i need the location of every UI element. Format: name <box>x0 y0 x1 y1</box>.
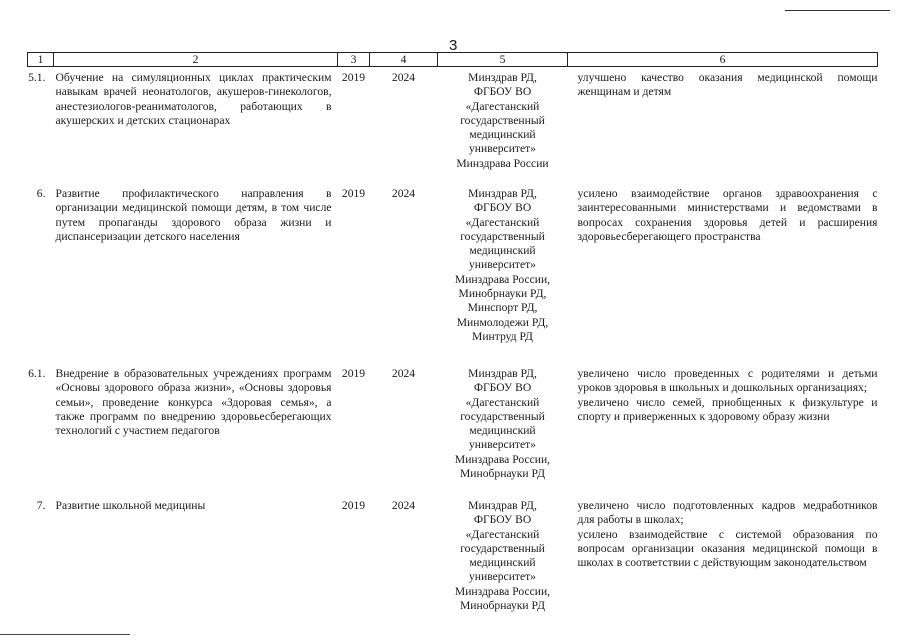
activities-table <box>27 52 878 629</box>
column-header: 6 <box>568 53 878 67</box>
start-year: 2019 <box>341 187 366 200</box>
item-number: 5.1. <box>28 71 46 84</box>
column-header: 2 <box>54 53 338 67</box>
item-number: 7. <box>36 499 46 512</box>
start-year: 2019 <box>341 499 366 512</box>
item-number: 6.1. <box>28 367 46 380</box>
item-number: 6. <box>36 187 46 200</box>
activity-name: Обучение на симуляционных циклах практическим навыкам врачей неонатологов, акушеров-гинекологов, анестезиологов-реаниматологов, работающих в акушерских и детских стационарах <box>55 71 332 127</box>
executors: Минздрав РД, ФГБОУ ВО «Дагестанский государственный медицинский университет» Минздрава России, Минобрнауки РД, Минспорт РД, Минмолодежи РД, Минтруд РД <box>454 187 551 343</box>
table-row <box>28 183 878 363</box>
table-row <box>28 67 878 184</box>
column-header: 5 <box>438 53 568 67</box>
column-header: 3 <box>338 53 370 67</box>
bottom-rule-line <box>0 634 130 635</box>
top-rule-line <box>785 10 890 11</box>
executors: Минздрав РД, ФГБОУ ВО «Дагестанский государственный медицинский университет» Минздрава России, Минобрнауки РД <box>454 499 551 613</box>
table-header-row <box>28 53 878 67</box>
table-row <box>28 363 878 495</box>
column-header: 1 <box>28 53 54 67</box>
start-year: 2019 <box>341 367 366 380</box>
executors: Минздрав РД, ФГБОУ ВО «Дагестанский государственный медицинский университет» Минздрава России, Минобрнауки РД <box>454 367 551 481</box>
start-year: 2019 <box>341 71 366 84</box>
executors: Минздрав РД, ФГБОУ ВО «Дагестанский государственный медицинский университет» Минздрава России <box>456 71 549 170</box>
page-number: 3 <box>449 37 458 54</box>
table-row <box>28 495 878 629</box>
end-year: 2024 <box>391 367 416 380</box>
end-year: 2024 <box>391 499 416 512</box>
expected-result: увеличено число подготовленных кадров медработников для работы в школах; усилено взаимодействие с системой образования по вопросам организации оказания медицинской помощи в школах в соответствии с действующим законодательством <box>577 499 878 570</box>
expected-result: улучшено качество оказания медицинской помощи женщинам и детям <box>577 71 878 99</box>
expected-result: увеличено число проведенных с родителями и детьми уроков здоровья в школьных и дошкольных организациях; увеличено число семей, приобщенных к физкультуре и спорту и приверженных к здоровому образу жизни <box>577 367 878 423</box>
activity-name: Внедрение в образовательных учреждениях программ «Основы здорового образа жизни», «Основы здоровья семьи», проведение конкурса «Здоровая семья», а также программ по внедрению здоровьесберегающих технологий с участием педагогов <box>55 367 332 438</box>
end-year: 2024 <box>391 187 416 200</box>
expected-result: усилено взаимодействие органов здравоохранения с заинтересованными министерствами и ведомствами в вопросах сохранения здоровья детей и расширения здоровьесберегающего пространства <box>577 187 878 243</box>
column-header: 4 <box>370 53 438 67</box>
end-year: 2024 <box>391 71 416 84</box>
activity-name: Развитие школьной медицины <box>55 499 206 512</box>
activity-name: Развитие профилактического направления в организации медицинской помощи детям, в том числе путем пропаганды здорового образа жизни и диспансеризации детского населения <box>55 187 332 243</box>
